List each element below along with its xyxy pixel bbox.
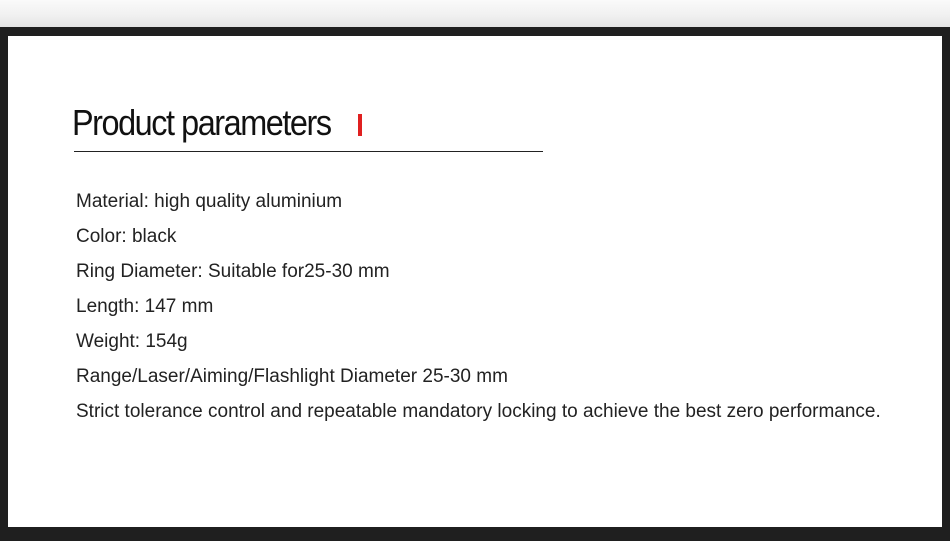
param-range-diameter: Range/Laser/Aiming/Flashlight Diameter 25-30 mm [76,366,508,387]
param-material: Material: high quality aluminium [76,191,343,212]
param-weight: Weight: 154g [76,331,188,352]
param-ring-diameter: Ring Diameter: Suitable for25-30 mm [76,261,390,282]
param-tolerance-note: Strict tolerance control and repeatable mandatory locking to achieve the best zero performance. [76,401,881,422]
parameter-list [76,186,936,431]
title-underline [74,96,543,152]
page-title: Product parameters [72,102,331,143]
title-accent-bar [358,114,362,136]
param-color: Color: black [76,226,177,247]
top-strip [0,0,950,27]
param-length: Length: 147 mm [76,296,214,317]
